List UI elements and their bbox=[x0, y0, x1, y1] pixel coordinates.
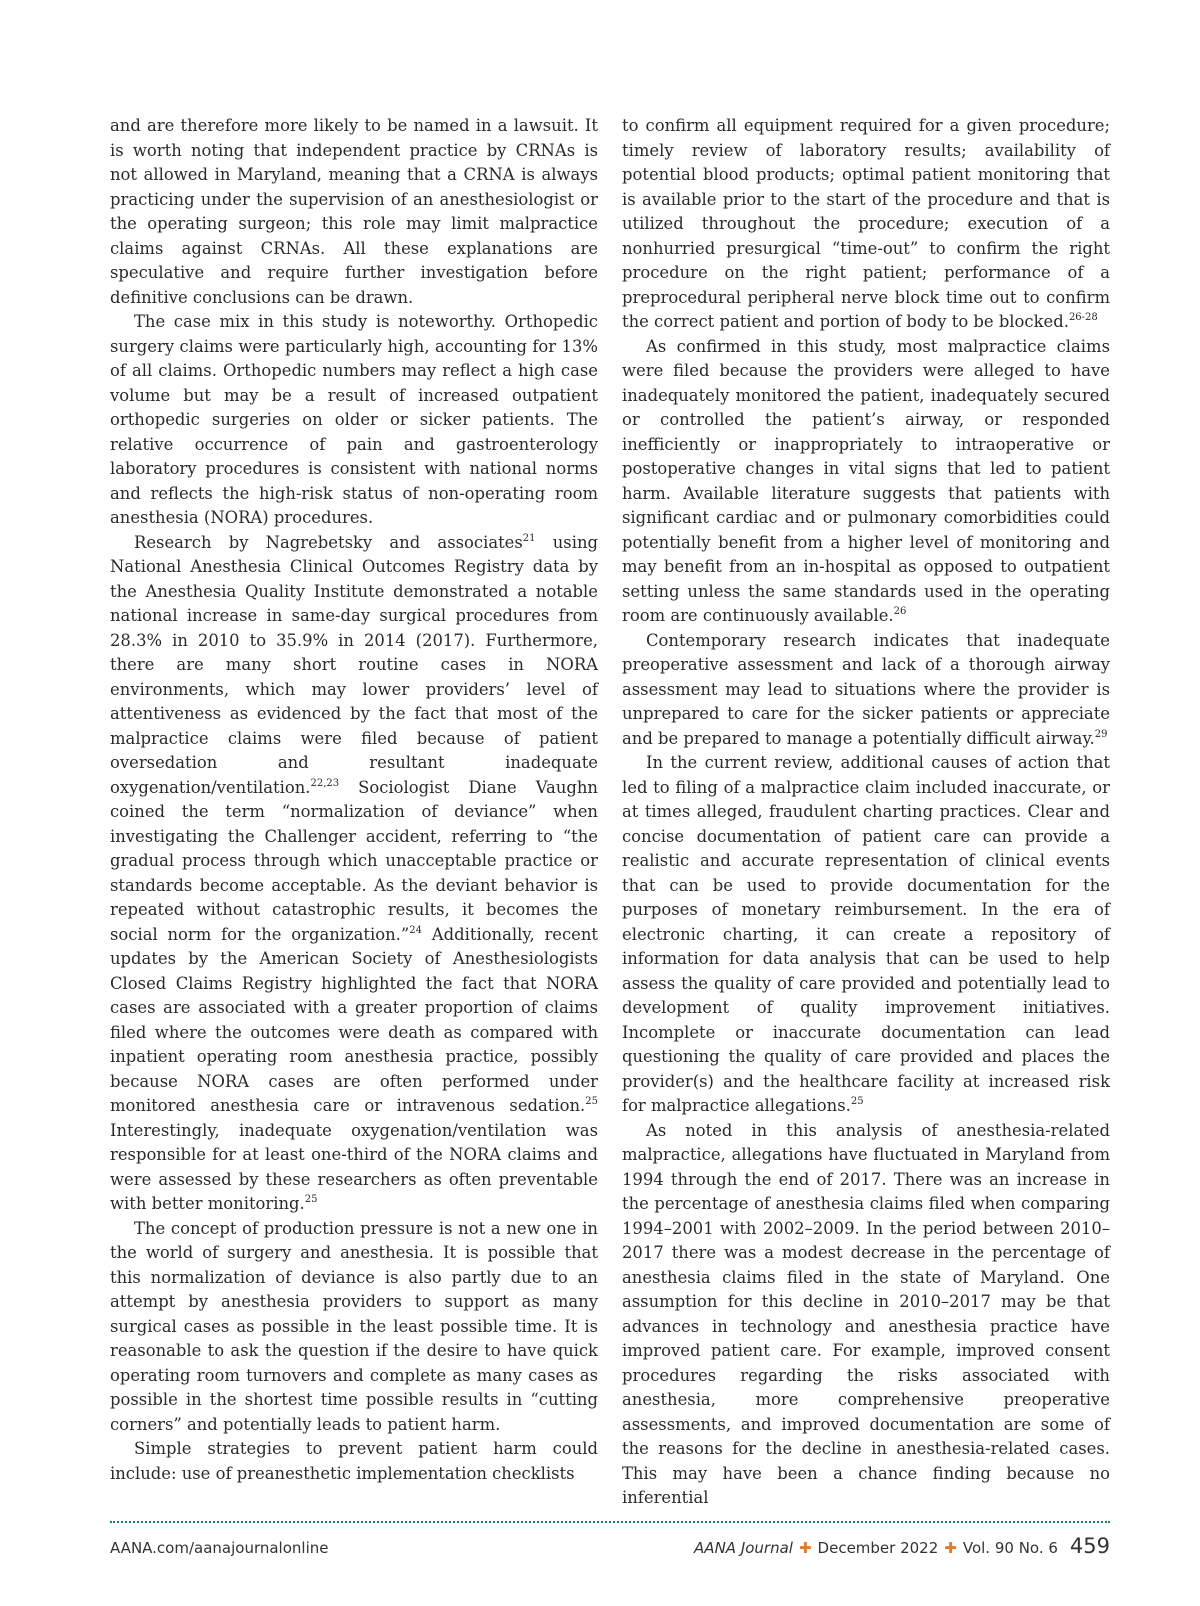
paragraph bbox=[622, 335, 1110, 629]
volume-number: Vol. 90 No. 6 bbox=[962, 1539, 1058, 1557]
paragraph bbox=[622, 629, 1110, 752]
paragraph: The concept of production pressure is not a new one in the world of surgery and anesthesia. It is possible that this normalization of deviance is also partly due to an attempt by anesthesia providers to support as many surgical cases as possible in the least possible time. It is reasonable to ask the question if the desire to have quick operating room turnovers and complete as many cases as possible in the shortest time possible results in “cutting corners” and potentially leads to patient harm. bbox=[110, 1218, 598, 1434]
cross-icon: ✚ bbox=[944, 1539, 957, 1557]
paragraph: and are therefore more likely to be named in a lawsuit. It is worth noting that independent practice by CRNAs is not allowed in Maryland, meaning that a CRNA is always practicing under the supervision of an anesthesiologist or the operating surgeon; this role may limit malpractice claims against CRNAs. All these explanations are speculative and require further investigation before definitive conclusions can be drawn. bbox=[110, 116, 598, 307]
left-column bbox=[110, 114, 598, 1484]
paragraph bbox=[622, 751, 1110, 1119]
text-run: Research by Nagrebetsky and associates bbox=[134, 532, 523, 552]
article-body bbox=[110, 114, 1110, 1507]
paragraph: The case mix in this study is noteworthy. Orthopedic surgery claims were particularly high, accounting for 13% of all claims. Orthopedic numbers may reflect a high case volume but may be a result of increased outpatient orthopedic surgeries on older or sicker patients. The relative occurrence of pain and gastroenterology laboratory procedures is consistent with national norms and reflects the high-risk status of non-operating room anesthesia (NORA) procedures. bbox=[110, 312, 598, 527]
paragraph bbox=[110, 531, 598, 1217]
paragraph: Simple strategies to prevent patient harm could include: use of preanesthetic implementation checklists bbox=[110, 1439, 598, 1483]
journal-url-link[interactable]: AANA.com/aanajournalonline bbox=[110, 1539, 329, 1557]
right-column bbox=[622, 114, 1110, 1507]
text-run: to confirm all equipment required for a given procedure; timely review of laboratory results; availability of potential blood products; optimal patient monitoring that is available prior to the start of the procedure and that is utilized throughout the procedure; execution of a nonhurried presurgical “time-out” to confirm the right procedure on the right patient; performance of a preprocedural peripheral nerve block time out to confirm the correct patient and portion of body to be blocked. bbox=[622, 116, 1110, 331]
citation: 25 bbox=[850, 1096, 864, 1107]
citation: 26-28 bbox=[1068, 312, 1098, 323]
text-run: Contemporary research indicates that inadequate preoperative assessment and lack of a thorough airway assessment may lead to situations where the provider is unprepared to care for the sicker patients or appreciate and be prepared to manage a potentially difficult airway. bbox=[622, 630, 1110, 748]
text-run: Additionally, recent updates by the American Society of Anesthesiologists Closed Claims Registry highlighted the fact that NORA cases are associated with a greater proportion of claims filed where the outcomes were death as compared with inpatient operating room anesthesia practice, possibly because NORA cases are often performed under monitored anesthesia care or intravenous sedation. bbox=[110, 924, 598, 1115]
page-footer bbox=[110, 1534, 1110, 1558]
text-run: using National Anesthesia Clinical Outcomes Registry data by the Anesthesia Quality Institute demonstrated a notable national increase in same-day surgical procedures from 28.3% in 2010 to 35.9% in 2014 (2017). Furthermore, there are many short routine cases in NORA environments, which may lower providers’ level of attentiveness as evidenced by the fact that most of the malpractice claims were filed because of patient oversedation and resultant inadequate oxygenation/ventilation. bbox=[110, 532, 598, 797]
citation: 21 bbox=[522, 532, 536, 544]
paragraph bbox=[622, 114, 1110, 335]
page-number: 459 bbox=[1069, 1534, 1110, 1558]
citation: 26 bbox=[893, 606, 907, 617]
text-run: Interestingly, inadequate oxygenation/ventilation was responsible for at least one-third of the NORA claims and were assessed by these researchers as often preventable with better monitoring. bbox=[110, 1120, 598, 1213]
citation: 25 bbox=[585, 1096, 598, 1107]
text-run: In the current review, additional causes of action that led to filing of a malpractice claim included inaccurate, or at times alleged, fraudulent charting practices. Clear and concise documentation of patient care can provide a realistic and accurate representation of clinical events that can be used to provide documentation for the purposes of monetary reimbursement. In the era of electronic charting, it can create a repository of information for data analysis that can be used to help assess the quality of care provided and potentially lead to development of quality improvement initiatives. Incomplete or inaccurate documentation can lead questioning the quality of care provided and places the provider(s) and the healthcare facility at increased risk for malpractice allegations. bbox=[622, 753, 1110, 1115]
journal-name: AANA Journal bbox=[694, 1539, 793, 1557]
text-run: Sociologist Diane Vaughn coined the term “normalization of deviance” when investigating the Challenger accident, referring to “the gradual process through which unacceptable practice or standards become acceptable. As the deviant behavior is repeated without catastrophic results, it becomes the social norm for the organization.” bbox=[110, 777, 598, 944]
citation: 29 bbox=[1094, 728, 1108, 740]
cross-icon: ✚ bbox=[798, 1539, 812, 1557]
paragraph: As noted in this analysis of anesthesia-related malpractice, allegations have fluctuated in Maryland from 1994 through the end of 2017. There was an increase in the percentage of anesthesia claims filed when comparing 1994–2001 with 2002–2009. In the period between 2010–2017 there was a modest decrease in the percentage of anesthesia claims filed in the state of Maryland. One assumption for this decline in 2010–2017 may be that advances in technology and anesthesia practice have improved patient care. For example, improved consent procedures regarding the risks associated with anesthesia, more comprehensive preoperative assessments, and improved documentation are some of the reasons for the decline in anesthesia-related cases. This may have been a chance finding because no inferential bbox=[622, 1120, 1110, 1507]
issue-date: December 2022 bbox=[817, 1539, 939, 1557]
citation: 22,23 bbox=[310, 777, 340, 789]
text-run: As confirmed in this study, most malpractice claims were filed because the providers were alleged to have inadequately monitored the patient, inadequately secured or controlled the patient’s airway, or responded inefficiently or inappropriately to intraoperative or postoperative changes in vital signs that led to patient harm. Available literature suggests that patients with significant cardiac and or pulmonary comorbidities could potentially benefit from a higher level of monitoring and may benefit from an in-hospital as opposed to outpatient setting unless the same standards used in the operating room are continuously available. bbox=[622, 336, 1110, 625]
footer-divider bbox=[110, 1521, 1110, 1523]
journal-info bbox=[694, 1534, 1110, 1558]
citation: 25 bbox=[304, 1194, 318, 1205]
citation: 24 bbox=[409, 924, 423, 936]
